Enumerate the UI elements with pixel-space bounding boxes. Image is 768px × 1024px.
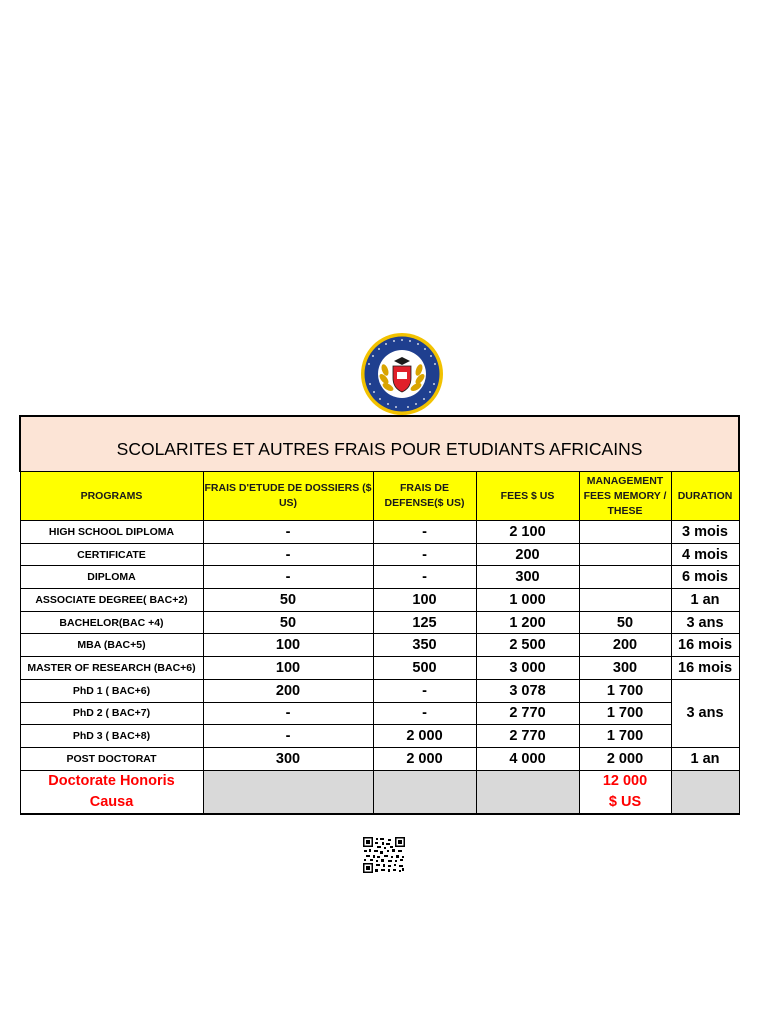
memory-fee-cell: 1 700 — [579, 702, 671, 725]
program-cell: MBA (BAC+5) — [20, 634, 203, 657]
honoris-label-cell — [20, 770, 203, 814]
dossier-fee-cell: 50 — [203, 589, 373, 612]
dossier-fee-cell: 50 — [203, 611, 373, 634]
program-cell: POST DOCTORAT — [20, 747, 203, 770]
dossier-fee-cell: - — [203, 543, 373, 566]
dossier-fee-cell: 100 — [203, 634, 373, 657]
honoris-row — [20, 770, 739, 814]
table-row — [20, 589, 739, 612]
fees-cell: 4 000 — [476, 747, 579, 770]
table-row — [20, 634, 739, 657]
defense-fee-cell: - — [373, 566, 476, 589]
fees-cell: 2 770 — [476, 725, 579, 748]
duration-cell: 6 mois — [671, 566, 739, 589]
institution-seal-logo — [360, 332, 444, 416]
table-title-row — [20, 416, 739, 472]
honoris-fee-line1: 12 000 — [602, 772, 648, 789]
memory-fee-cell: 1 700 — [579, 725, 671, 748]
program-cell: BACHELOR(BAC +4) — [20, 611, 203, 634]
honoris-empty-cell — [671, 770, 739, 814]
table-row — [20, 657, 739, 680]
duration-cell: 16 mois — [671, 657, 739, 680]
duration-cell: 16 mois — [671, 634, 739, 657]
table-row — [20, 725, 739, 748]
honoris-fee-line2: $ US — [608, 793, 642, 810]
header-defense-fees: FRAIS DE DEFENSE($ US) — [373, 472, 476, 521]
memory-fee-cell: 1 700 — [579, 679, 671, 702]
dossier-fee-cell: - — [203, 521, 373, 544]
defense-fee-cell: 2 000 — [373, 747, 476, 770]
fees-cell: 3 078 — [476, 679, 579, 702]
duration-cell: 4 mois — [671, 543, 739, 566]
program-cell: DIPLOMA — [20, 566, 203, 589]
honoris-empty-cell — [203, 770, 373, 814]
header-dossier-fees: FRAIS D'ETUDE DE DOSSIERS ($ US) — [203, 472, 373, 521]
fees-cell: 1 200 — [476, 611, 579, 634]
fees-cell: 2 500 — [476, 634, 579, 657]
table-row — [20, 611, 739, 634]
program-cell: CERTIFICATE — [20, 543, 203, 566]
memory-fee-cell: 50 — [579, 611, 671, 634]
header-programs: PROGRAMS — [20, 472, 203, 521]
fees-cell: 2 770 — [476, 702, 579, 725]
defense-fee-cell: - — [373, 521, 476, 544]
honoris-fee-cell — [579, 770, 671, 814]
fees-cell: 1 000 — [476, 589, 579, 612]
seal-shield-book — [397, 372, 407, 379]
program-cell: PhD 3 ( BAC+8) — [20, 725, 203, 748]
defense-fee-cell: 500 — [373, 657, 476, 680]
duration-cell: 3 mois — [671, 521, 739, 544]
memory-fee-cell: 300 — [579, 657, 671, 680]
honoris-empty-cell — [373, 770, 476, 814]
table-row — [20, 747, 739, 770]
defense-fee-cell: 125 — [373, 611, 476, 634]
program-cell: PhD 1 ( BAC+6) — [20, 679, 203, 702]
fees-cell: 3 000 — [476, 657, 579, 680]
dossier-fee-cell: 200 — [203, 679, 373, 702]
defense-fee-cell: - — [373, 543, 476, 566]
header-memory-fees: MANAGEMENT FEES MEMORY / THESE — [579, 472, 671, 521]
table-row — [20, 521, 739, 544]
dossier-fee-cell: - — [203, 725, 373, 748]
fees-cell: 200 — [476, 543, 579, 566]
honoris-empty-cell — [476, 770, 579, 814]
program-cell: ASSOCIATE DEGREE( BAC+2) — [20, 589, 203, 612]
table-row — [20, 543, 739, 566]
qr-code — [362, 836, 406, 874]
memory-fee-cell: 2 000 — [579, 747, 671, 770]
duration-cell: 3 ans — [671, 611, 739, 634]
header-duration: DURATION — [671, 472, 739, 521]
dossier-fee-cell: - — [203, 702, 373, 725]
program-cell: PhD 2 ( BAC+7) — [20, 702, 203, 725]
defense-fee-cell: 350 — [373, 634, 476, 657]
fees-cell: 2 100 — [476, 521, 579, 544]
honoris-label-line2: Causa — [89, 793, 134, 810]
memory-fee-cell — [579, 521, 671, 544]
table-row — [20, 679, 739, 702]
program-cell: HIGH SCHOOL DIPLOMA — [20, 521, 203, 544]
fees-table — [19, 415, 740, 815]
defense-fee-cell: - — [373, 679, 476, 702]
table-row — [20, 702, 739, 725]
dossier-fee-cell: 300 — [203, 747, 373, 770]
fees-cell: 300 — [476, 566, 579, 589]
phd-duration-cell: 3 ans — [671, 679, 739, 747]
memory-fee-cell — [579, 566, 671, 589]
defense-fee-cell: 2 000 — [373, 725, 476, 748]
dossier-fee-cell: - — [203, 566, 373, 589]
defense-fee-cell: 100 — [373, 589, 476, 612]
honoris-label-line1: Doctorate Honoris — [48, 772, 175, 789]
dossier-fee-cell: 100 — [203, 657, 373, 680]
memory-fee-cell — [579, 543, 671, 566]
table-header-row — [20, 472, 739, 521]
memory-fee-cell — [579, 589, 671, 612]
table-row — [20, 566, 739, 589]
program-cell: MASTER OF RESEARCH (BAC+6) — [20, 657, 203, 680]
defense-fee-cell: - — [373, 702, 476, 725]
table-title: SCOLARITES ET AUTRES FRAIS POUR ETUDIANTS AFRICAINS — [20, 416, 739, 472]
duration-cell: 1 an — [671, 747, 739, 770]
memory-fee-cell: 200 — [579, 634, 671, 657]
duration-cell: 1 an — [671, 589, 739, 612]
header-fees: FEES $ US — [476, 472, 579, 521]
